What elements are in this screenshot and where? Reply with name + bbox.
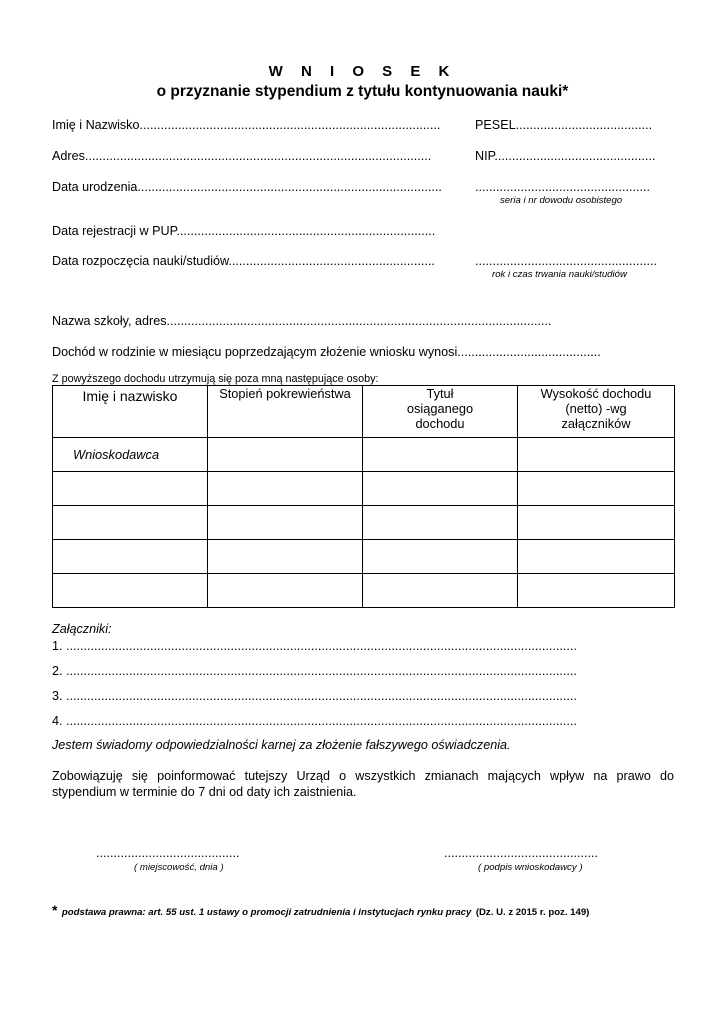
table-cell[interactable]	[518, 540, 675, 574]
pesel-field[interactable]: PESEL.......................................	[475, 118, 653, 132]
table-cell[interactable]	[518, 506, 675, 540]
table-cell[interactable]	[518, 472, 675, 506]
table-cell[interactable]	[363, 540, 518, 574]
footnote-reference: (Dz. U. z 2015 r. poz. 149)	[475, 907, 590, 918]
id-number-caption: seria i nr dowodu osobistego	[500, 195, 623, 206]
birth-date-field[interactable]: Data urodzenia.......................................................................................	[52, 180, 442, 194]
table-cell[interactable]	[208, 506, 363, 540]
attachment-line-3[interactable]: 3. ..................................................................................................................................................	[52, 689, 577, 703]
header-income-source: Tytuł osiąganego dochodu	[363, 386, 518, 438]
pup-registration-field[interactable]: Data rejestracji w PUP..........................................................................	[52, 224, 436, 238]
table-row	[53, 540, 675, 574]
income-field[interactable]: Dochód w rodzinie w miesiącu poprzedzającym złożenie wniosku wynosi.........................................	[52, 345, 601, 359]
declaration-text: Jestem świadomy odpowiedzialności karnej za złożenie fałszywego oświadczenia.	[52, 738, 511, 752]
attachment-line-2[interactable]: 2. ..................................................................................................................................................	[52, 664, 577, 678]
nip-field[interactable]: NIP..............................................	[475, 149, 656, 163]
table-cell[interactable]	[208, 438, 363, 472]
form-title: W N I O S E K	[268, 63, 457, 80]
attachments-label: Załączniki:	[52, 622, 112, 636]
study-duration-field[interactable]: ....................................................	[475, 254, 657, 268]
signature-caption: ( podpis wnioskodawcy )	[478, 862, 583, 873]
table-row	[53, 438, 675, 472]
table-cell[interactable]	[518, 574, 675, 608]
header-name: Imię i nazwisko	[53, 386, 208, 438]
table-cell[interactable]	[208, 574, 363, 608]
name-field[interactable]: Imię i Nazwisko......................................................................................	[52, 118, 441, 132]
study-start-field[interactable]: Data rozpoczęcia nauki/studiów...........................................................	[52, 254, 435, 268]
footnote-text: podstawa prawna: art. 55 ust. 1 ustawy o promocji zatrudnienia i instytucjach rynku pracy	[61, 907, 472, 918]
attachment-line-1[interactable]: 1. ..................................................................................................................................................	[52, 639, 577, 653]
commitment-text: Zobowiązuję się poinformować tutejszy Urząd o wszystkich zmianach mających wpływ na prawo do stypendium w terminie do 7 dni od daty ich zaistnienia.	[52, 769, 674, 799]
id-number-field[interactable]: ..................................................	[475, 180, 650, 194]
footnote-star: *	[52, 902, 58, 918]
table-cell[interactable]	[53, 506, 208, 540]
address-field[interactable]: Adres...................................................................................................	[52, 149, 432, 163]
dependents-table	[52, 385, 675, 608]
school-field[interactable]: Nazwa szkoły, adres..............................................................................................................	[52, 314, 552, 328]
applicant-cell: Wnioskodawca	[53, 438, 208, 472]
attachment-line-4[interactable]: 4. ..................................................................................................................................................	[52, 714, 577, 728]
table-cell[interactable]	[208, 472, 363, 506]
table-row	[53, 574, 675, 608]
table-cell[interactable]	[363, 438, 518, 472]
table-cell[interactable]	[53, 540, 208, 574]
table-row	[53, 472, 675, 506]
table-row	[53, 506, 675, 540]
place-date-field[interactable]: .........................................	[96, 846, 240, 860]
table-header-row	[53, 386, 675, 438]
signature-field[interactable]: ............................................	[444, 846, 598, 860]
table-cell[interactable]	[53, 574, 208, 608]
place-date-caption: ( miejscowość, dnia )	[134, 862, 224, 873]
header-relation: Stopień pokrewieństwa	[208, 386, 363, 438]
table-cell[interactable]	[53, 472, 208, 506]
footnote	[52, 902, 589, 920]
table-cell[interactable]	[518, 438, 675, 472]
form-subtitle: o przyznanie stypendium z tytułu kontynuowania nauki*	[156, 83, 569, 100]
table-cell[interactable]	[363, 574, 518, 608]
study-duration-caption: rok i czas trwania nauki/studiów	[492, 269, 627, 280]
table-cell[interactable]	[363, 472, 518, 506]
table-cell[interactable]	[208, 540, 363, 574]
dependents-intro: Z powyższego dochodu utrzymują się poza mną następujące osoby:	[52, 373, 379, 385]
table-cell[interactable]	[363, 506, 518, 540]
header-income-amount: Wysokość dochodu (netto) -wg załączników	[518, 386, 675, 438]
